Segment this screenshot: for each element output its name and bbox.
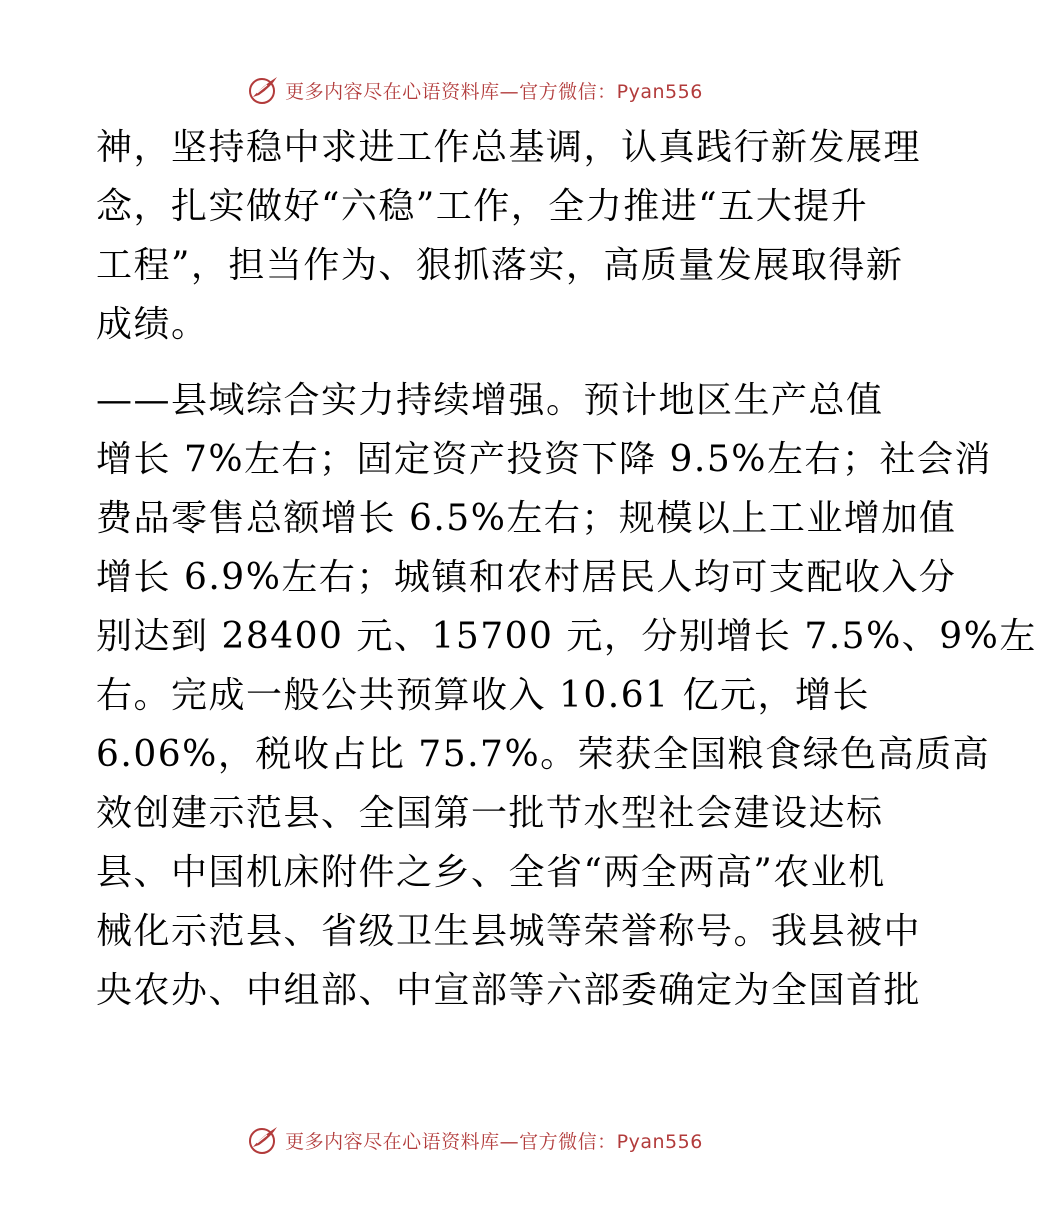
text-line: 别达到 28400 元、15700 元，分别增长 7.5%、9%左 [96,616,1037,657]
text-line: 增长 7%左右；固定资产投资下降 9.5%左右；社会消 [96,439,992,480]
text-line: 增长 6.9%左右；城镇和农村居民人均可支配收入分 [96,557,957,598]
header-watermark [0,70,950,110]
text-line: 效创建示范县、全国第一批节水型社会建设达标 [96,793,884,834]
document-body [96,118,1037,1020]
quill-logo-icon [247,73,281,107]
text-line: 神，坚持稳中求进工作总基调，认真践行新发展理 [96,127,922,168]
watermark-text: 更多内容尽在心语资料库—官方微信：Pyan556 [285,80,703,103]
text-line: 央农办、中组部、中宣部等六部委确定为全国首批 [96,970,922,1011]
text-line: 成绩。 [96,304,209,345]
footer-watermark [0,1120,950,1160]
text-line: 费品零售总额增长 6.5%左右；规模以上工业增加值 [96,498,957,539]
text-line: 械化示范县、省级卫生县城等荣誉称号。我县被中 [96,911,922,952]
text-line: 右。完成一般公共预算收入 10.61 亿元，增长 [96,675,870,716]
quill-logo-icon [247,1123,281,1157]
paragraph-gap [96,354,856,371]
text-line: ——县域综合实力持续增强。预计地区生产总值 [96,380,884,421]
text-line: 工程”，担当作为、狠抓落实，高质量发展取得新 [96,245,904,286]
text-line: 6.06%，税收占比 75.7%。荣获全国粮食绿色高质高 [96,734,991,775]
paragraph-1 [96,118,922,354]
text-line: 念，扎实做好“六稳”工作，全力推进“五大提升 [96,186,869,227]
watermark-text: 更多内容尽在心语资料库—官方微信：Pyan556 [285,1130,703,1153]
text-line: 县、中国机床附件之乡、全省“两全两高”农业机 [96,852,886,893]
paragraph-2 [96,371,1037,1020]
